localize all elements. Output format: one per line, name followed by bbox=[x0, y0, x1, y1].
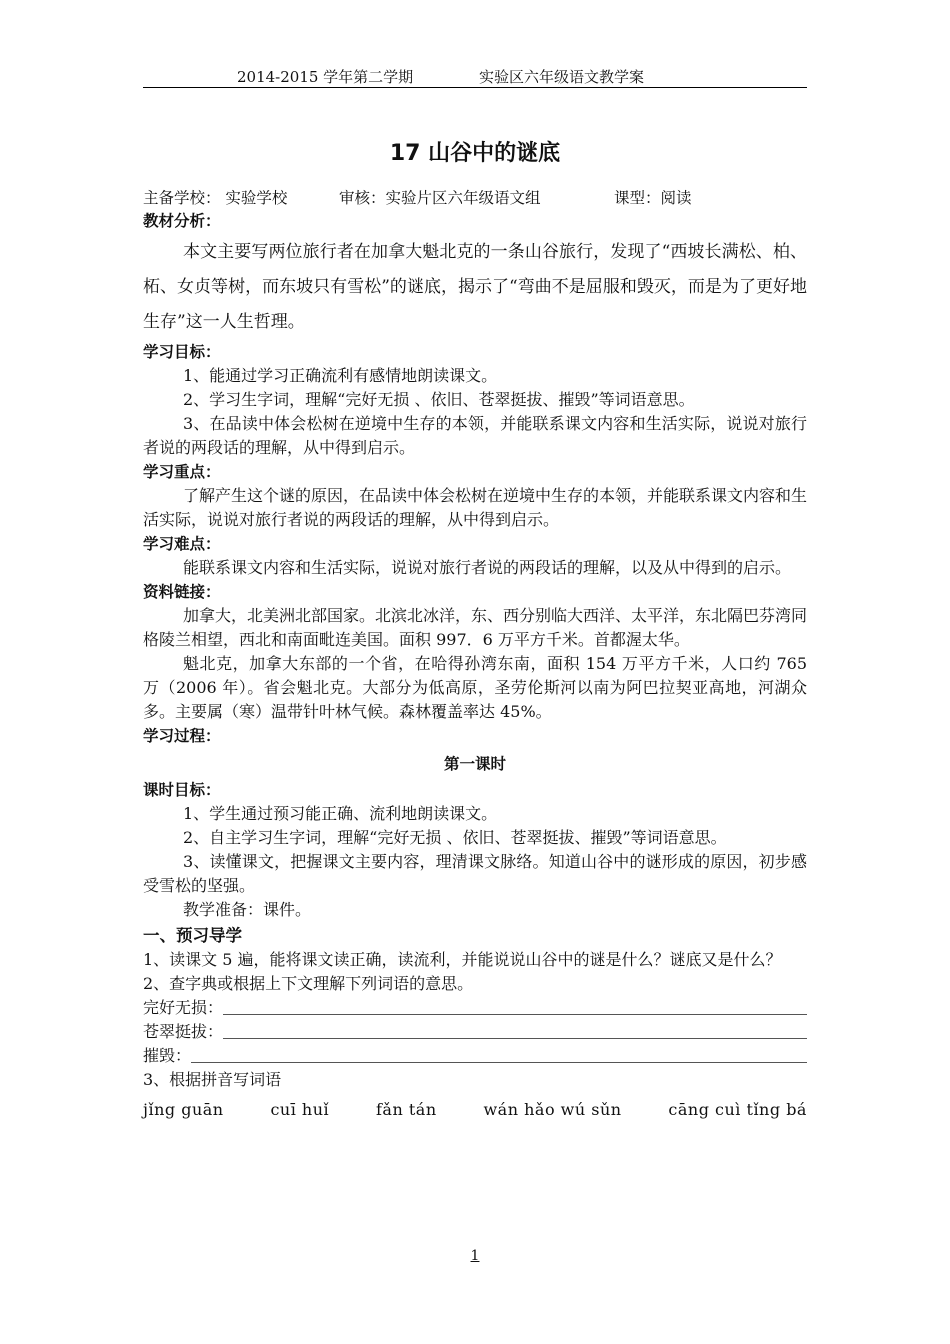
preview-question-3: 3、根据拼音写词语 bbox=[143, 1070, 282, 1089]
pinyin-item: cāng cuì tǐng bá bbox=[668, 1100, 807, 1119]
key-points-heading: 学习重点： bbox=[143, 463, 221, 481]
word-fill-row bbox=[143, 1020, 807, 1044]
pinyin-item: cuī huǐ bbox=[270, 1100, 330, 1119]
lesson-goal-item: 2、自主学习生字词，理解“完好无损 、依旧、苍翠挺拔、摧毁”等词语意思。 bbox=[183, 828, 727, 847]
answer-line[interactable] bbox=[223, 1014, 807, 1015]
resources-heading: 资料链接： bbox=[143, 583, 221, 601]
lesson-period-title: 第一课时 bbox=[443, 755, 506, 773]
document-body bbox=[143, 209, 807, 1122]
document-name: 实验区六年级语文教学案 bbox=[479, 68, 645, 86]
school-label: 主备学校： 实验学校 bbox=[143, 189, 288, 207]
word-label: 完好无损： bbox=[143, 998, 224, 1017]
goal-item: 3、在品读中体会松树在逆境中生存的本领，并能联系课文内容和生活实际，说说对旅行者说的两段话的理解，从中得到启示。 bbox=[143, 414, 807, 457]
pinyin-item: fǎn tán bbox=[376, 1100, 437, 1119]
word-label: 苍翠挺拔： bbox=[143, 1022, 224, 1041]
resource-paragraph: 加拿大，北美洲北部国家。北滨北冰洋，东、西分别临大西洋、太平洋，东北隔巴芬湾同格陵兰相望，西北和南面毗连美国。面积 997．6 万平方千米。首都渥太华。 bbox=[143, 606, 808, 649]
word-label: 摧毁： bbox=[143, 1046, 192, 1065]
word-fill-row bbox=[143, 996, 807, 1020]
preview-question-2: 2、查字典或根据上下文理解下列词语的意思。 bbox=[143, 974, 474, 993]
pinyin-row bbox=[143, 1098, 807, 1122]
lesson-goal-item: 1、学生通过预习能正确、流利地朗读课文。 bbox=[183, 804, 498, 823]
lesson-meta bbox=[143, 186, 807, 208]
page-header bbox=[143, 66, 807, 88]
key-points-text: 了解产生这个谜的原因，在品读中体会松树在逆境中生存的本领，并能联系课文内容和生活实际，说说对旅行者说的两段话的理解，从中得到启示。 bbox=[143, 486, 808, 529]
preparation-text: 教学准备：课件。 bbox=[183, 900, 312, 919]
review-label: 审核：实验片区六年级语文组 bbox=[339, 189, 541, 207]
lesson-title: 17 山谷中的谜底 bbox=[389, 141, 561, 166]
difficulties-text: 能联系课文内容和生活实际，说说对旅行者说的两段话的理解，以及从中得到的启示。 bbox=[183, 558, 792, 577]
goals-heading: 学习目标： bbox=[143, 343, 221, 361]
goal-item: 1、能通过学习正确流利有感情地朗读课文。 bbox=[183, 366, 498, 385]
analysis-text: 本文主要写两位旅行者在加拿大魁北克的一条山谷旅行，发现了“西坡长满松、柏、柘、女贞等树，而东坡只有雪松”的谜底，揭示了“弯曲不是屈服和毁灭，而是为了更好地生存”这一人生哲理。 bbox=[143, 242, 807, 332]
goal-item: 2、学习生字词，理解“完好无损 、依旧、苍翠挺拔、摧毁”等词语意思。 bbox=[183, 390, 695, 409]
answer-line[interactable] bbox=[223, 1038, 807, 1039]
page-number-text: 1 bbox=[470, 1248, 480, 1264]
page-number bbox=[0, 1248, 950, 1264]
lesson-goals-heading: 课时目标： bbox=[143, 781, 221, 799]
pinyin-item: wán hǎo wú sǔn bbox=[483, 1100, 622, 1119]
answer-line[interactable] bbox=[191, 1062, 807, 1063]
pinyin-item: jǐng guān bbox=[143, 1100, 224, 1119]
lesson-goal-item: 3、读懂课文，把握课文主要内容，理清课文脉络。知道山谷中的谜形成的原因，初步感受雪松的坚强。 bbox=[143, 852, 807, 895]
semester-label: 2014-2015 学年第二学期 bbox=[237, 68, 414, 86]
preview-heading: 一、预习导学 bbox=[143, 926, 242, 945]
preview-question-1: 1、读课文 5 遍，能将课文读正确，读流利，并能说说山谷中的谜是什么？谜底又是什么？ bbox=[143, 950, 782, 969]
word-fill-row bbox=[143, 1044, 807, 1068]
type-label: 课型：阅读 bbox=[614, 189, 692, 207]
difficulties-heading: 学习难点： bbox=[143, 535, 221, 553]
process-heading: 学习过程： bbox=[143, 727, 221, 745]
resource-paragraph: 魁北克，加拿大东部的一个省，在哈得孙湾东南，面积 154 万平方千米，人口约 765 万（2006 年）。省会魁北克。大部分为低高原，圣劳伦斯河以南为阿巴拉契亚高地，河湖众多。主要属（寒）温带针叶林气候。森林覆盖率达 45%。 bbox=[143, 654, 807, 721]
analysis-heading: 教材分析： bbox=[143, 212, 221, 230]
